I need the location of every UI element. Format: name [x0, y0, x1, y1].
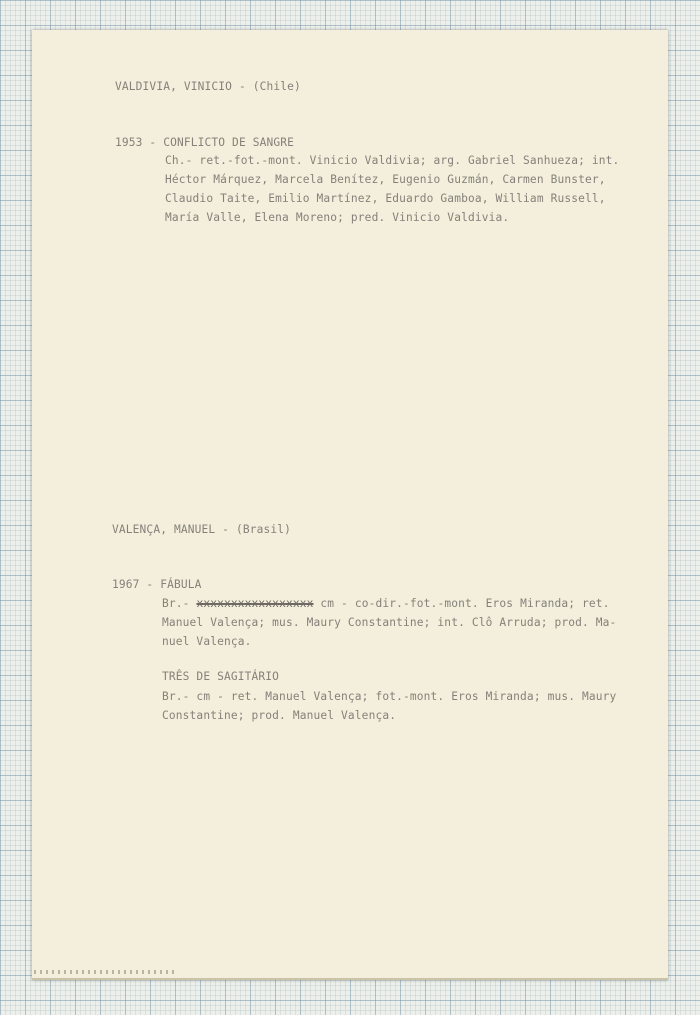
entry-header: VALENÇA, MANUEL - (Brasil)	[112, 523, 292, 536]
entry-line	[162, 597, 610, 610]
entry-line: Br.- cm - ret. Manuel Valença; fot.-mont. Eros Miranda; mus. Maury	[162, 690, 617, 703]
entry-header: VALDIVIA, VINICIO - (Chile)	[115, 80, 301, 93]
entry-sub-title: TRÊS DE SAGITÁRIO	[162, 670, 280, 683]
paper-mark	[34, 970, 174, 974]
entry-line: Manuel Valença; mus. Maury Constantine; int. Clô Arruda; prod. Ma-	[162, 616, 617, 629]
entry-line-rest: cm - co-dir.-fot.-mont. Eros Miranda; ret.	[313, 597, 610, 610]
entry-line: Claudio Taite, Emilio Martínez, Eduardo Gamboa, William Russell,	[165, 192, 606, 205]
entry-line: Constantine; prod. Manuel Valença.	[162, 709, 397, 722]
entry-line: Ch.- ret.-fot.-mont. Vinicio Valdivia; arg. Gabriel Sanhueza; int.	[165, 154, 620, 167]
struck-text: xxxxxxxxxxxxxxxxx	[196, 597, 314, 610]
entry-line-prefix: Br.-	[162, 597, 197, 610]
entry-year-title: 1953 - CONFLICTO DE SANGRE	[115, 136, 295, 149]
entry-line: María Valle, Elena Moreno; pred. Vinicio Valdivia.	[165, 211, 510, 224]
entry-line: nuel Valença.	[162, 635, 252, 648]
entry-year-title: 1967 - FÁBULA	[112, 578, 202, 591]
entry-line: Héctor Márquez, Marcela Benítez, Eugenio Guzmán, Carmen Bunster,	[165, 173, 606, 186]
